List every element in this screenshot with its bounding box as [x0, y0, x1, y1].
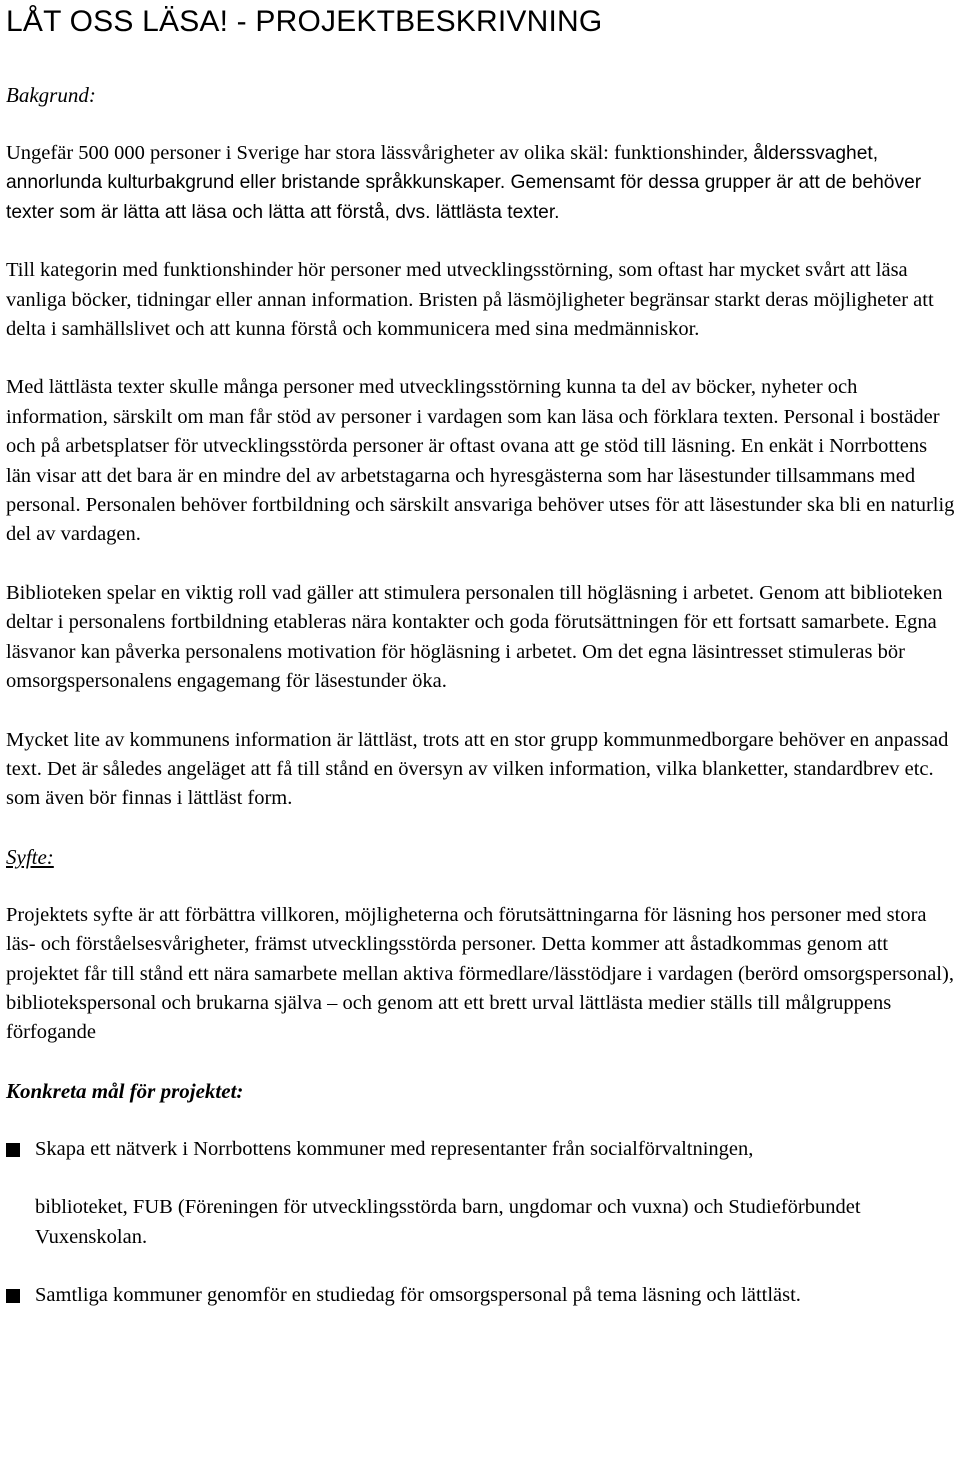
spacer [6, 1252, 956, 1281]
goal-item-1 [6, 1135, 956, 1164]
spacer [6, 697, 956, 726]
goal-item-2 [6, 1281, 956, 1310]
goal-item-1-text: Skapa ett nätverk i Norrbottens kommuner med representanter från socialförvaltningen, [35, 1137, 754, 1160]
paragraph-background-4: Biblioteken spelar en viktig roll vad gäller att stimulera personalen till högläsning i arbetet. Genom att biblioteken deltar i personalens fortbildning etableras nära kontakter och goda förutsättningen för ett fortsatt samarbete. Egna läsvanor kan påverka personalens motivation för högläsning i arbetet. Om det egna läsintresset stimuleras bör omsorgspersonalens engagemang för läsestunder öka. [6, 581, 943, 693]
spacer [6, 40, 956, 81]
spacer [6, 550, 956, 579]
paragraph-background-2: Till kategorin med funktionshinder hör personer med utvecklingsstörning, som oftast har mycket svårt att läsa vanliga böcker, tidningar eller annan information. Bristen på läsmöjligheter begränsar starkt deras möjligheter att delta i samhällslivet och att kunna förstå och kommunicera med sina medmänniskor. [6, 259, 934, 341]
spacer [6, 814, 956, 843]
goal-item-1-continuation: biblioteket, FUB (Föreningen för utvecklingsstörda barn, ungdomar och vuxna) och Studieförbundet Vuxenskolan. [35, 1196, 861, 1248]
square-bullet-icon [6, 1143, 20, 1157]
document-page [6, 0, 956, 1310]
heading-goals: Konkreta mål för projektet: [6, 1078, 244, 1103]
spacer [6, 1048, 956, 1077]
spacer [6, 872, 956, 901]
paragraph-background-5: Mycket lite av kommunens information är lättläst, trots att en stor grupp kommunmedborgare behöver en anpassad text. Det är således angeläget att få till stånd en översyn av vilken information, vilka blanketter, standardbrev etc. som även bör finnas i lättläst form. [6, 728, 949, 810]
heading-purpose: Syfte: [6, 844, 54, 869]
goal-item-2-text: Samtliga kommuner genomför en studiedag för omsorgspersonal på tema läsning och lättläst. [35, 1283, 801, 1306]
spacer [6, 1106, 956, 1135]
paragraph-background-1 [6, 139, 956, 227]
paragraph-purpose: Projektets syfte är att förbättra villkoren, möjligheterna och förutsättningarna för läsning hos personer med stora läs- och förståelsesvårigheter, främst utvecklingsstörda personer. Detta kommer att åstadkommas genom att projektet får till stånd ett nära samarbete mellan aktiva förmedlare/lässtödjare i vardagen (berörd omsorgspersonal), bibliotekspersonal och brukarna själva – och genom att ett brett urval lättlästa medier ställs till målgruppens förfogande [6, 903, 954, 1044]
heading-background: Bakgrund: [6, 83, 96, 107]
square-bullet-icon [6, 1289, 20, 1303]
paragraph-background-1-rest: ålderssvaghet, annorlunda kulturbakgrund eller bristande språkkunskaper. Gemensamt för dessa grupper är att de behöver texter som är lätta att läsa och lätta att förstå, dvs. lättlästa texter. [6, 143, 922, 223]
spacer [6, 227, 956, 256]
spacer [6, 344, 956, 373]
spacer [6, 110, 956, 139]
paragraph-background-1-line1: Ungefär 500 000 personer i Sverige har stora lässvårigheter av olika skäl: funktionshinder, [6, 142, 749, 164]
spacer [6, 1164, 956, 1193]
page-title: LÅT OSS LÄSA! - PROJEKTBESKRIVNING [6, 5, 603, 38]
paragraph-background-3: Med lättlästa texter skulle många personer med utvecklingsstörning kunna ta del av böcker, nyheter och information, särskilt om man får stöd av personer i vardagen som kan läsa och förklara texten. Personal i bostäder och på arbetsplatser för utvecklingsstörda personer är oftast ovana att ge stöd till läsning. En enkät i Norrbottens län visar att det bara är en mindre del av arbetstagarna och hyresgästerna som har läsestunder tillsammans med personal. Personalen behöver fortbildning och särskilt ansvariga behöver utses för att läsestunder ska bli en naturlig del av vardagen. [6, 376, 955, 546]
